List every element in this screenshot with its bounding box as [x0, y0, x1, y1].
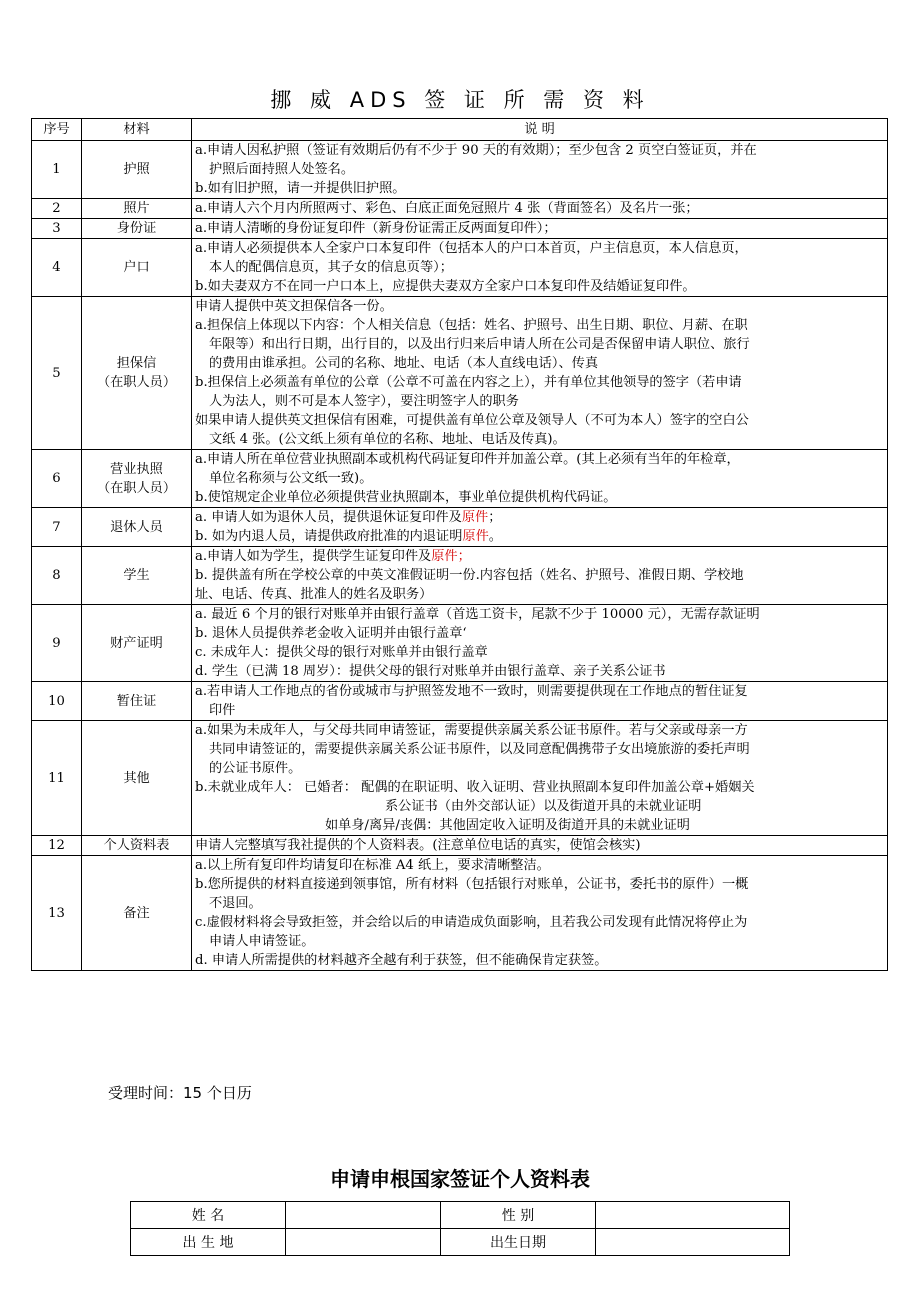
form-label: 姓 名: [131, 1202, 286, 1229]
row-number: 10: [32, 682, 82, 721]
table-row: [32, 239, 888, 297]
description-text: d. 申请人所需提供的材料越齐全越有利于获签，但不能确保肯定获签。: [195, 953, 608, 968]
header-material: 材料: [82, 119, 192, 141]
description-line: [195, 894, 884, 913]
description-text: 本人的配偶信息页，其子女的信息页等）；: [209, 260, 453, 275]
form-label: 出 生 地: [131, 1229, 286, 1256]
description-line: [195, 508, 884, 527]
form-label: 性 别: [441, 1202, 596, 1229]
table-row: [32, 547, 888, 605]
description-line: [195, 816, 884, 835]
row-number: 6: [32, 450, 82, 508]
row-description: [192, 141, 888, 199]
description-text: 单位名称须与公文纸一致)。: [209, 471, 373, 486]
description-line: [195, 373, 884, 392]
description-text: 文纸 4 张。(公文纸上须有单位的名称、地址、电话及传真)。: [209, 432, 566, 447]
description-line: [195, 797, 884, 816]
form-input-cell[interactable]: [286, 1229, 441, 1256]
form-title: 申请申根国家签证个人资料表: [330, 1167, 590, 1191]
description-line: [195, 160, 884, 179]
description-text: a.申请人因私护照（签证有效期后仍有不少于 90 天的有效期）；至少包含 2 页空白签证页，并在: [195, 143, 757, 158]
personal-info-form: [130, 1201, 790, 1256]
row-description: [192, 239, 888, 297]
description-punctuation: 。: [488, 529, 502, 544]
description-line: [195, 836, 884, 855]
description-text: 的费用由谁承担。公司的名称、地址、电话（本人直线电话）、传真: [209, 356, 599, 371]
description-text: c.虚假材料将会导致拒签，并会给以后的申请造成负面影响，且若我公司发现有此情况将停止为: [195, 915, 748, 930]
requirements-table: [31, 118, 888, 971]
description-line: [195, 258, 884, 277]
description-line: [195, 701, 884, 720]
form-input-cell[interactable]: [286, 1202, 441, 1229]
row-description: [192, 297, 888, 450]
table-row: [32, 219, 888, 239]
row-description: [192, 856, 888, 971]
form-row: [131, 1202, 790, 1229]
row-description: [192, 605, 888, 682]
description-text: a. 申请人如为退休人员，提供退休证复印件及: [195, 510, 462, 525]
row-number: 12: [32, 836, 82, 856]
description-text: b.您所提供的材料直接递到领事馆，所有材料（包括银行对账单，公证书，委托书的原件）一概: [195, 877, 749, 892]
material-label: 担保信: [116, 356, 157, 371]
table-row: [32, 297, 888, 450]
row-material: [82, 856, 192, 971]
description-line: [195, 354, 884, 373]
row-material: [82, 239, 192, 297]
description-line: [195, 411, 884, 430]
table-row: [32, 721, 888, 836]
description-line: [195, 759, 884, 778]
form-input-cell[interactable]: [596, 1202, 790, 1229]
description-text: 申请人提供中英文担保信各一份。: [195, 299, 393, 314]
description-text: b.担保信上必须盖有单位的公章（公章不可盖在内容之上），并有单位其他领导的签字（若申请: [195, 375, 742, 390]
material-label: 财产证明: [110, 635, 163, 651]
description-line: [195, 297, 884, 316]
description-line: [195, 951, 884, 970]
row-description: [192, 836, 888, 856]
material-label: 个人资料表: [103, 838, 170, 853]
original-document-highlight: 原件: [462, 529, 489, 544]
row-number: 11: [32, 721, 82, 836]
description-line: [195, 721, 884, 740]
form-label: 出生日期: [441, 1229, 596, 1256]
material-label: （在职人员）: [96, 480, 177, 496]
row-description: [192, 547, 888, 605]
material-label: 户口: [123, 260, 150, 275]
row-material: [82, 547, 192, 605]
description-text: 不退回。: [209, 896, 262, 911]
material-label: （在职人员）: [96, 375, 177, 390]
material-label: 备注: [123, 905, 150, 921]
description-line: [195, 566, 884, 585]
material-label: 学生: [123, 568, 150, 583]
description-text: a.申请人必须提供本人全家户口本复印件（包括本人的户口本首页，户主信息页，本人信息页，: [195, 241, 748, 256]
description-text: a.担保信上体现以下内容：个人相关信息（包括：姓名、护照号、出生日期、职位、月薪、在职: [195, 318, 748, 333]
row-material: [82, 199, 192, 219]
original-document-highlight: 原件；: [431, 549, 471, 564]
description-text: 申请人完整填写我社提供的个人资料表。(注意单位电话的真实，使馆会核实): [195, 838, 641, 853]
table-header-row: [32, 119, 888, 141]
row-description: [192, 219, 888, 239]
material-label: 营业执照: [110, 461, 163, 477]
row-number: 7: [32, 508, 82, 547]
table-row: [32, 141, 888, 199]
description-line: [195, 141, 884, 160]
row-description: [192, 450, 888, 508]
table-row: [32, 836, 888, 856]
table-row: [32, 605, 888, 682]
description-line: [195, 585, 884, 604]
material-label: 护照: [123, 162, 150, 177]
description-line: [195, 179, 884, 198]
description-line: [195, 913, 884, 932]
row-number: 3: [32, 219, 82, 239]
description-text: a.申请人清晰的身份证复印件（新身份证需正反两面复印件）；: [195, 221, 557, 236]
description-line: [195, 875, 884, 894]
description-text: a.申请人六个月内所照两寸、彩色、白底正面免冠照片 4 张（背面签名）及名片一张；: [195, 201, 699, 216]
description-text: a.以上所有复印件均请复印在标准 A4 纸上，要求清晰整洁。: [195, 858, 550, 873]
description-text: b. 提供盖有所在学校公章的中英文准假证明一份.内容包括（姓名、护照号、准假日期、学校地: [195, 568, 744, 583]
row-material: [82, 450, 192, 508]
description-line: [195, 740, 884, 759]
description-text: 申请人申请签证。: [209, 934, 315, 949]
row-description: [192, 199, 888, 219]
row-number: 5: [32, 297, 82, 450]
description-text: 系公证书（由外交部认证）以及街道开具的未就业证明: [385, 799, 702, 814]
description-text: 址、电话、传真、批准人的姓名及职务）: [195, 587, 433, 602]
form-input-cell[interactable]: [596, 1229, 790, 1256]
description-line: [195, 488, 884, 507]
description-text: 人为法人，则不可是本人签字），要注明签字人的职务: [209, 394, 519, 409]
table-row: [32, 199, 888, 219]
description-text: 的公证书原件。: [209, 761, 302, 776]
row-number: 9: [32, 605, 82, 682]
description-text: a. 最近 6 个月的银行对账单并由银行盖章（首选工资卡，尾款不少于 10000 元），无需存款证明: [195, 607, 760, 622]
material-label: 其他: [123, 770, 150, 786]
row-number: 4: [32, 239, 82, 297]
form-row: [131, 1229, 790, 1256]
row-material: [82, 219, 192, 239]
document-title: 挪 威 ADS 签 证 所 需 资 料: [270, 88, 650, 112]
description-line: [195, 682, 884, 701]
description-text: b.如夫妻双方不在同一户口本上，应提供夫妻双方全家户口本复印件及结婚证复印件。: [195, 279, 696, 294]
description-line: [195, 239, 884, 258]
description-line: [195, 624, 884, 643]
row-material: [82, 682, 192, 721]
description-text: 共同申请签证的，需要提供亲属关系公证书原件，以及同意配偶携带子女出境旅游的委托声明: [209, 742, 750, 757]
description-line: [195, 778, 884, 797]
material-label: 身份证: [116, 221, 157, 236]
row-description: [192, 682, 888, 721]
description-text: 如果申请人提供英文担保信有困难，可提供盖有单位公章及领导人（不可为本人）签字的空白公: [195, 413, 749, 428]
row-description: [192, 508, 888, 547]
processing-time: 受理时间：15 个日历: [108, 1084, 252, 1102]
description-line: [195, 932, 884, 951]
row-material: [82, 605, 192, 682]
description-line: [195, 219, 884, 238]
row-material: [82, 141, 192, 199]
description-line: [195, 316, 884, 335]
description-text: 印件: [209, 703, 236, 718]
description-line: [195, 605, 884, 624]
description-text: a.若申请人工作地点的省份或城市与护照签发地不一致时，则需要提供现在工作地点的暂住证复: [195, 684, 748, 699]
original-document-highlight: 原件: [461, 510, 489, 525]
table-row: [32, 508, 888, 547]
description-line: [195, 335, 884, 354]
description-text: 护照后面持照人处签名。: [209, 162, 355, 177]
table-row: [32, 856, 888, 971]
row-material: [82, 721, 192, 836]
material-label: 照片: [123, 201, 150, 216]
header-description: 说 明: [192, 119, 888, 141]
description-text: 年限等）和出行日期，出行目的，以及出行归来后申请人所在公司是否保留申请人职位、旅行: [209, 337, 750, 352]
table-row: [32, 450, 888, 508]
description-punctuation: ；: [488, 510, 502, 525]
description-line: [195, 547, 884, 566]
header-number: 序号: [32, 119, 82, 141]
description-line: [195, 450, 884, 469]
description-line: [195, 469, 884, 488]
description-line: [195, 662, 884, 681]
row-material: [82, 297, 192, 450]
description-text: b. 退休人员提供养老金收入证明并由银行盖章‘: [195, 626, 467, 641]
row-number: 13: [32, 856, 82, 971]
description-line: [195, 856, 884, 875]
material-label: 暂住证: [116, 693, 157, 709]
row-description: [192, 721, 888, 836]
description-text: b.未就业成年人： 已婚者： 配偶的在职证明、收入证明、营业执照副本复印件加盖公章+婚姻关: [195, 780, 755, 795]
row-number: 2: [32, 199, 82, 219]
description-text: d. 学生（已满 18 周岁）：提供父母的银行对账单并由银行盖章、亲子关系公证书: [195, 664, 666, 679]
description-text: c. 未成年人：提供父母的银行对账单并由银行盖章: [195, 645, 488, 660]
description-line: [195, 430, 884, 449]
description-text: b.如有旧护照，请一并提供旧护照。: [195, 181, 406, 196]
description-line: [195, 392, 884, 411]
description-text: a.申请人如为学生，提供学生证复印件及: [195, 549, 432, 564]
description-text: 如单身/离异/丧偶：其他固定收入证明及街道开具的未就业证明: [325, 818, 690, 833]
row-material: [82, 836, 192, 856]
row-number: 8: [32, 547, 82, 605]
material-label: 退休人员: [110, 519, 163, 535]
description-line: [195, 643, 884, 662]
row-material: [82, 508, 192, 547]
description-text: b. 如为内退人员，请提供政府批准的内退证明: [195, 529, 463, 544]
table-row: [32, 682, 888, 721]
description-line: [195, 527, 884, 546]
row-number: 1: [32, 141, 82, 199]
description-text: a.如果为未成年人，与父母共同申请签证，需要提供亲属关系公证书原件。若与父亲或母亲一方: [195, 723, 748, 738]
description-text: b.使馆规定企业单位必须提供营业执照副本，事业单位提供机构代码证。: [195, 490, 617, 505]
description-line: [195, 277, 884, 296]
description-line: [195, 199, 884, 218]
description-text: a.申请人所在单位营业执照副本或机构代码证复印件并加盖公章。(其上必须有当年的年检章，: [195, 452, 740, 467]
